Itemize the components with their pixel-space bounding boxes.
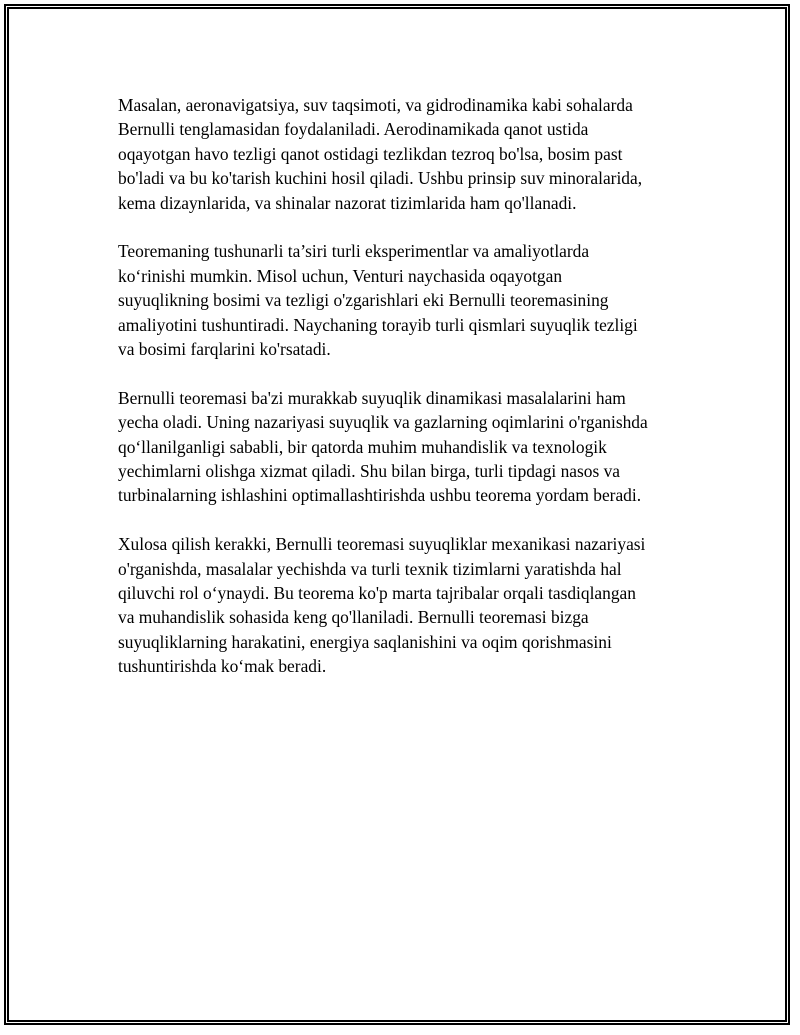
document-body (118, 93, 688, 703)
paragraph-4: Xulosa qilish kerakki, Bernulli teoremasi suyuqliklar mexanikasi nazariyasi o'rganishda, masalalar yechishda va turli texnik tizimlarni yaratishda hal qiluvchi rol o‘ynaydi. Bu teorema ko'p marta tajribalar orqali tasdiqlangan va muhandislik sohasida keng qo'llaniladi. Bernulli teoremasi bizga suyuqliklarning harakatini, energiya saqlanishini va oqim qorishmasini tushuntirishda ko‘mak beradi. (118, 534, 646, 677)
paragraph-1: Masalan, aeronavigatsiya, suv taqsimoti, va gidrodinamika kabi sohalarda Bernulli tenglamasidan foydalaniladi. Aerodinamikada qanot ustida oqayotgan havo tezligi qanot ostidagi tezlikdan tezroq bo'lsa, bosim past bo'ladi va bu ko'tarish kuchini hosil qiladi. Ushbu prinsip suv minoralarida, kema dizaynlarida, va shinalar nazorat tizimlarida ham qo'llanadi. (118, 95, 643, 213)
paragraph-2: Teoremaning tushunarli ta’siri turli eksperimentlar va amaliyotlarda ko‘rinishi mumkin. Misol uchun, Venturi naychasida oqayotgan suyuqlikning bosimi va tezligi o'zgarishlari eki Bernulli teoremasining amaliyotini tushuntiradi. Naychaning torayib turli qismlari suyuqlik tezligi va bosimi farqlarini ko'rsatadi. (118, 241, 638, 360)
paragraph-3: Bernulli teoremasi ba'zi murakkab suyuqlik dinamikasi masalalarini ham yecha oladi. Uning nazariyasi suyuqlik va gazlarning oqimlarini o'rganishda qo‘llanilganligi sababli, bir qatorda muhim muhandislik va texnologik yechimlarni olishga xizmat qiladi. Shu bilan birga, turli tipdagi nasos va turbinalarning ishlashini optimallashtirishda ushbu teorema yordam beradi. (118, 387, 648, 506)
